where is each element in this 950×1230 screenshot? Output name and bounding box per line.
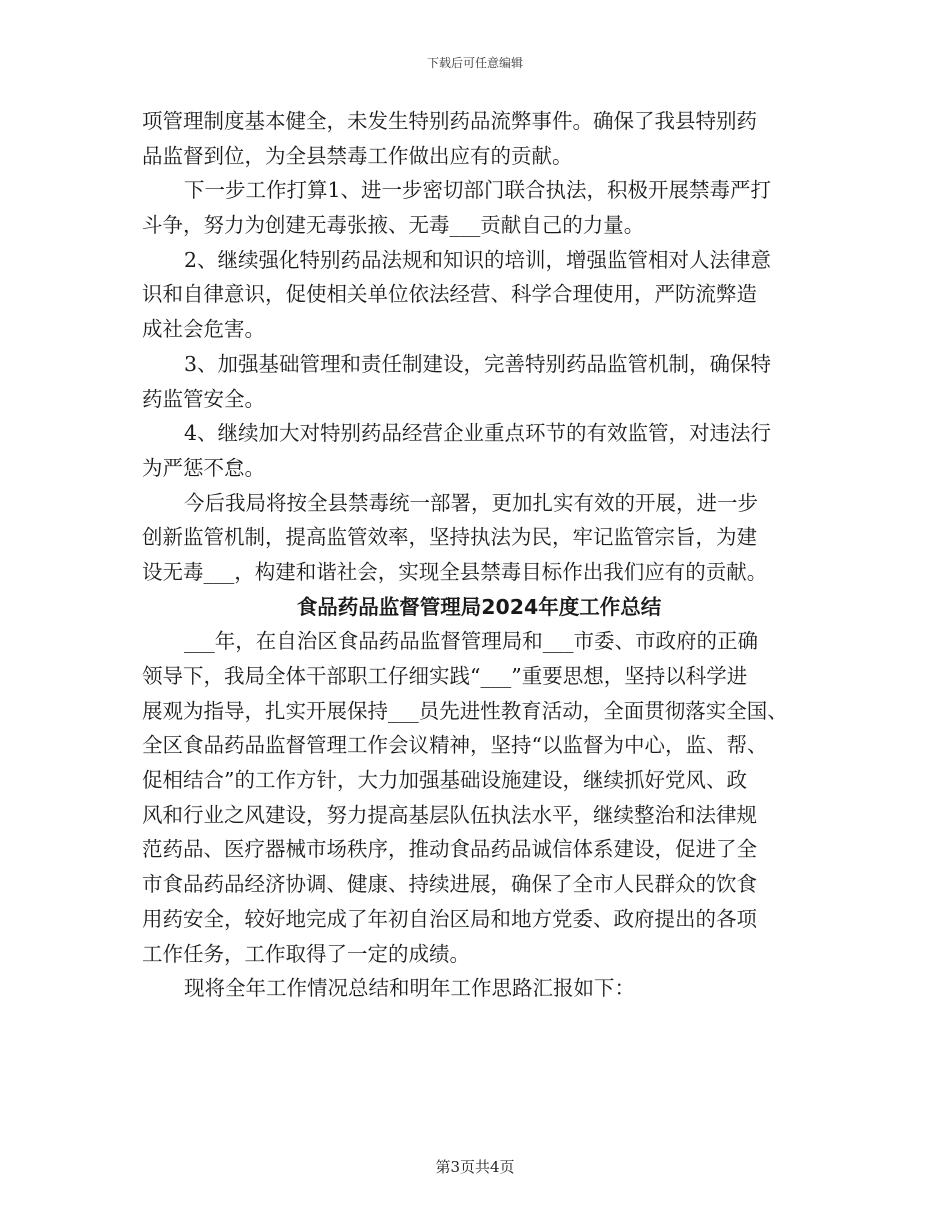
text-line: 全区食品药品监督管理工作会议精神，坚持“以监督为中心，监、帮、 [142, 733, 768, 758]
document-body [142, 104, 816, 1006]
paragraph-start: 2、继续强化特别药品法规和知识的培训，增强监管相对人法律意 [184, 247, 772, 272]
section-title: 食品药品监督管理局2024年度工作总结 [296, 594, 662, 619]
paragraph-start: 今后我局将按全县禁毒统一部署，更加扎实有效的开展，进一步 [184, 490, 758, 515]
text-line: 工作任务，工作取得了一定的成绩。 [142, 941, 470, 966]
text-line: 药监管安全。 [142, 386, 265, 411]
text-line: 用药安全，较好地完成了年初自治区局和地方党委、政府提出的各项 [142, 906, 757, 931]
text-line: 项管理制度基本健全，未发生特别药品流弊事件。确保了我县特别药 [142, 109, 757, 133]
text-line: 市食品药品经济协调、健康、持续进展，确保了全市人民群众的饮食 [142, 872, 757, 897]
text-line: 设无毒___，构建和谐社会，实现全县禁毒目标作出我们应有的贡献。 [142, 559, 768, 584]
text-line: 为严惩不怠。 [142, 455, 265, 480]
text-line: 展观为指导，扎实开展保持___员先进性教育活动，全面贯彻落实全国、 [142, 698, 788, 723]
text-line: 识和自律意识，促使相关单位依法经营、科学合理使用，严防流弊造 [142, 282, 757, 307]
paragraph-start: 现将全年工作情况总结和明年工作思路汇报如下： [184, 976, 635, 1001]
text-line: 品监督到位，为全县禁毒工作做出应有的贡献。 [142, 143, 573, 168]
text-line: 风和行业之风建设，努力提高基层队伍执法水平，继续整治和法律规 [142, 802, 757, 827]
text-line: 促相结合”的工作方针，大力加强基础设施建设，继续抓好党风、政 [142, 768, 747, 793]
text-line: 领导下，我局全体干部职工仔细实践“___”重要思想，坚持以科学进 [142, 664, 748, 688]
paragraph-start: ___年，在自治区食品药品监督管理局和___市委、市政府的正确 [184, 629, 758, 654]
paragraph-start: 4、继续加大对特别药品经营企业重点环节的有效监管，对违法行 [184, 421, 772, 446]
page-number: 第3页共4页 [435, 1158, 515, 1176]
paragraph-start: 3、加强基础管理和责任制建设，完善特别药品监管机制，确保特 [184, 351, 772, 376]
text-line: 成社会危害。 [142, 317, 265, 342]
text-line: 斗争，努力为创建无毒张掖、无毒___贡献自己的力量。 [142, 213, 645, 238]
text-line: 范药品、医疗器械市场秩序，推动食品药品诚信体系建设，促进了全 [142, 837, 757, 862]
page-header: 下载后可任意编辑 [426, 56, 523, 70]
text-line: 创新监管机制，提高监管效率，坚持执法为民，牢记监管宗旨，为建 [142, 525, 757, 550]
paragraph-start: 下一步工作打算1、进一步密切部门联合执法，积极开展禁毒严打 [184, 178, 772, 203]
